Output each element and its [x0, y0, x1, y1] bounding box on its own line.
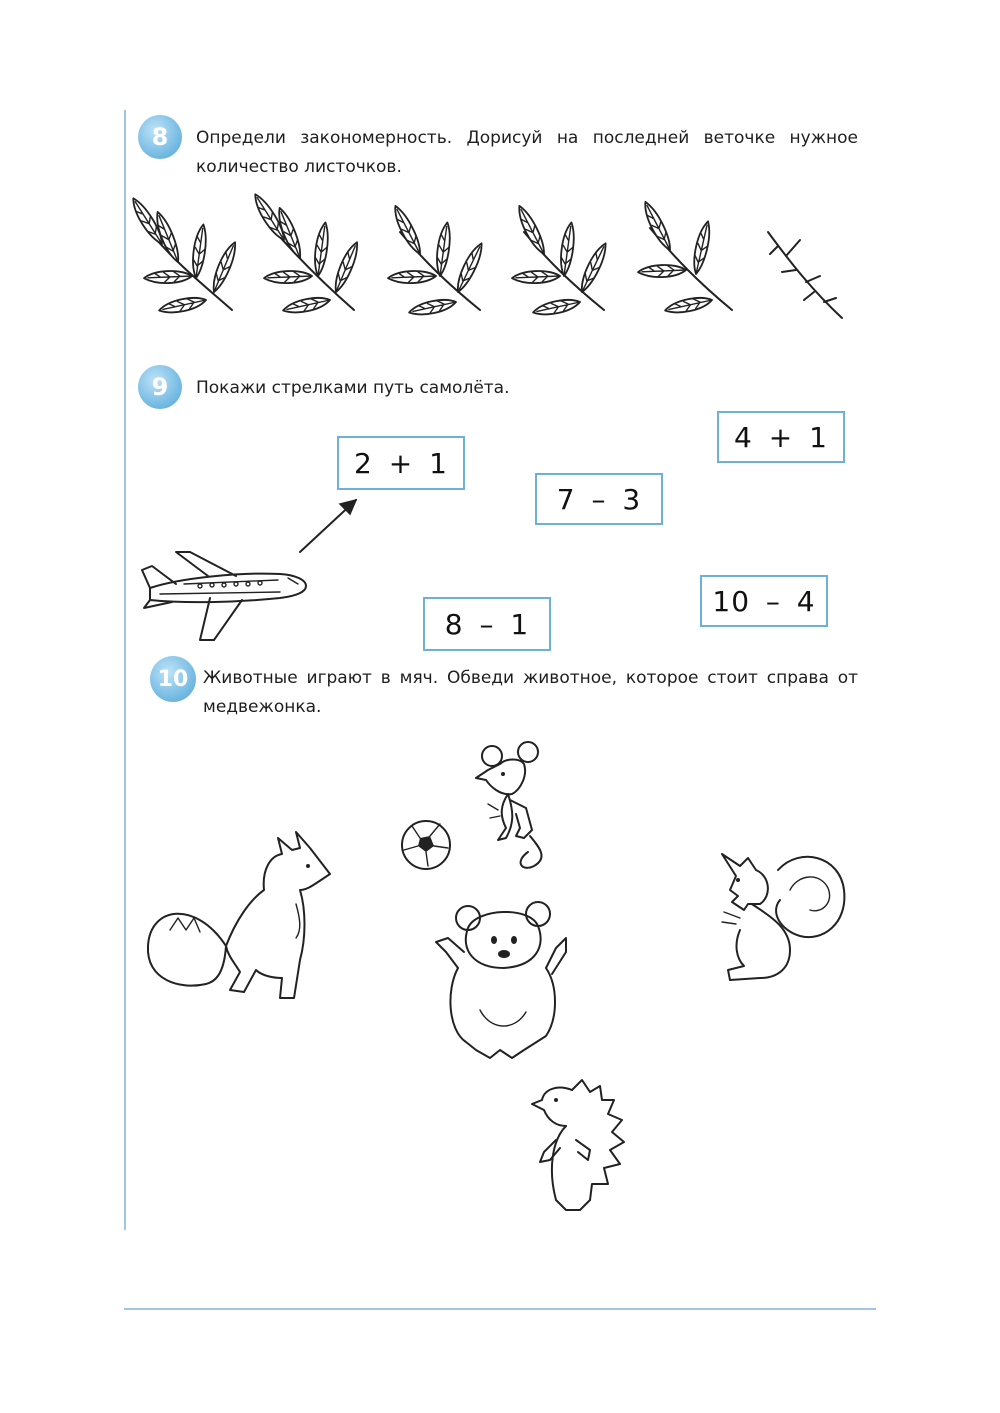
hedgehog-icon[interactable] — [532, 1080, 624, 1210]
expression-text: 4 + 1 — [734, 420, 828, 454]
task-10-text: Животные играют в мяч. Обведи животное, которое стоит справа от медвежонка. — [203, 668, 858, 717]
task-10-number: 10 — [157, 666, 189, 692]
expression-text: 8 – 1 — [444, 607, 530, 641]
task-8-number: 8 — [151, 123, 169, 151]
task-9-number: 9 — [151, 373, 169, 401]
expression-text: 10 – 4 — [712, 584, 816, 618]
expression-text: 7 – 3 — [556, 482, 642, 516]
squirrel-icon[interactable] — [722, 854, 844, 980]
bear-icon[interactable] — [436, 902, 566, 1058]
task-8-text: Определи закономерность. Дорисуй на последней веточке нужное количество листочков. — [196, 128, 858, 177]
expression-text: 2 + 1 — [354, 446, 448, 480]
task-9-text: Покажи стрелками путь самолёта. — [196, 378, 510, 398]
mouse-icon[interactable] — [476, 742, 542, 868]
fox-icon[interactable] — [148, 832, 330, 998]
ball-icon[interactable] — [402, 821, 450, 869]
